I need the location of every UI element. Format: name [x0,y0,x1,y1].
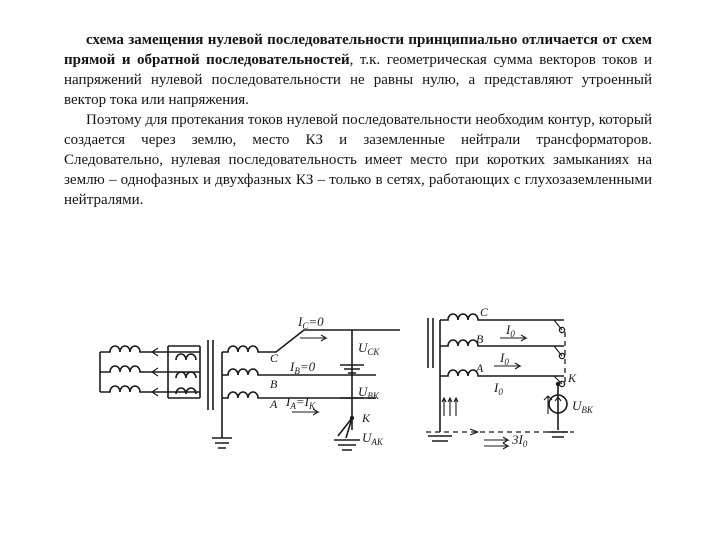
right-diagram [426,305,594,449]
fault-k-label: K [362,411,371,425]
source-winding-group [100,346,200,396]
r-voltage-ubk-label: $U_{BK}$ [572,398,593,415]
paragraph-2: Поэтому для протекания токов нулевой последовательности необходим контур, который создается через землю, место КЗ и заземленные нейтрали трансформаторов. Следовательно, нулевая последовательность имеет место при коротких замыканиях на землю – однофазных и двухфазных КЗ – только в сетях, работающих с глухозаземленными нейтралями. [64,112,652,208]
phase-b-label: B [270,377,278,391]
paragraph-1-rest: , т.к. геометрическая сумма векторов токов и напряжений нулевой последовательности не равны нулю, а представляют утроенный вектор тока или напряжения. [64,52,652,108]
phase-c-label: C [270,351,279,365]
i0-b-label: $I_0$ [500,350,509,367]
left-diagram [100,314,400,450]
three-i0-label: $3I_0$ [512,432,528,449]
r-phase-a-label: A [476,361,484,375]
r-fault-k-label: K [568,371,577,385]
voltage-ubk-label: $U_{BK}$ [358,384,379,401]
current-ib-label: $I_B=0$ [290,359,316,376]
r-phase-b-label: B [476,332,484,346]
current-ia-label: $I_A=I_K$ [286,394,315,411]
voltage-uck-label: $U_{CK}$ [358,340,380,357]
bold-phrase: схема замещения нулевой последовательности принципиально отличается от схем прямой и обратной последовательностей [64,32,652,68]
i0-c-label: $I_0$ [506,322,515,339]
r-phase-c-label: C [480,305,489,319]
voltage-uak-label: $U_{AK}$ [362,430,383,447]
phase-a-label: A [270,397,278,411]
current-ic-label: $I_C=0$ [298,314,324,331]
i0-a-label: $I_0$ [494,380,503,397]
